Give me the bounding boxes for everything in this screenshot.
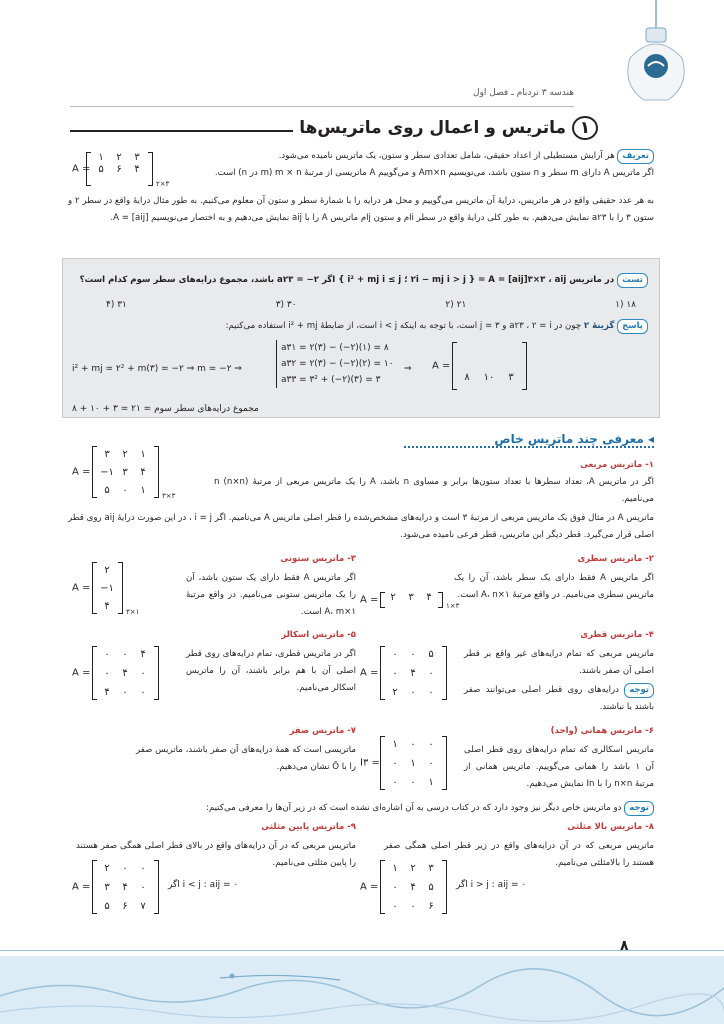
matrix-label: A = xyxy=(360,881,379,893)
matrix-label: A = xyxy=(360,667,379,679)
diagonal-text: ماتریس مربعی که تمام درایه‌های غیر واقع بر قطر اصلی آن صفر باشند. xyxy=(464,649,654,676)
cell: ۳ xyxy=(104,882,110,893)
matrix-label: A = xyxy=(72,667,91,679)
note-tag: توجه xyxy=(624,683,654,698)
identity-matrix xyxy=(360,736,450,790)
upper-heading: ۸- ماتریس بالا مثلثی xyxy=(567,822,654,832)
cell: ۳ xyxy=(104,449,110,460)
option-3[interactable]: ۳۰ (۳ xyxy=(275,300,297,310)
cell: ۴ xyxy=(426,592,432,603)
cell: ۳ xyxy=(428,863,434,874)
matrix-cells xyxy=(98,646,152,702)
section-number: ۱ xyxy=(572,116,598,140)
cell: ۳ xyxy=(408,592,414,603)
matrix-label: A = xyxy=(432,360,451,372)
cell: ۰ xyxy=(140,882,146,893)
matrix-cells xyxy=(386,860,440,916)
cell: ۱ xyxy=(428,777,434,788)
definition-tag: تعریف xyxy=(617,149,654,164)
sketch-footer-decoration xyxy=(0,956,724,1024)
answer-calc xyxy=(276,340,394,388)
bracket-left xyxy=(92,446,97,498)
answer-sum: ۸ + ۱۰ + ۳ = ۲۱ = مجموع درایه‌های سطر سوم xyxy=(72,404,259,414)
note-text: درایه‌های روی قطر اصلی می‌توانند صفر باشند یا نباشند. xyxy=(464,685,654,712)
cell: ۰ xyxy=(392,882,398,893)
cell: −۱ xyxy=(100,467,114,478)
lower-text: ماتریس مربعی که در آن درایه‌های واقع در بالای قطر اصلی همگی صفر هستند را پایین مثلثی می‌نامیم. xyxy=(76,841,356,868)
cell: ۱ xyxy=(140,485,146,496)
calc-line: a۳۱ = ۲(۳) − (−۲)(۱) = ۸ xyxy=(281,343,389,353)
diagonal-matrix xyxy=(360,646,450,700)
cell: ۵ xyxy=(98,164,104,175)
scalar-text: اگر در ماتریس قطری، تمام درایه‌های روی قطر اصلی آن با هم برابر باشند، آن را ماتریس اسکالر می‌نامیم. xyxy=(186,649,356,693)
cell: ۴ xyxy=(410,668,416,679)
bracket-left xyxy=(380,860,385,914)
note2-text: دو ماتریس خاص دیگر نیز وجود دارد که در کتاب درسی به آن اشاره‌ای نشده است که در زیر آن‌ها را معرفی می‌کنیم: xyxy=(206,803,622,813)
cell: ۳ xyxy=(508,372,514,383)
cell: ۲ xyxy=(104,565,110,576)
cell: ۰ xyxy=(122,687,128,698)
definition-paragraph: به هر عدد حقیقی واقع در هر ماتریس، درایهٔ آن ماتریس می‌گوییم و محل هر درایه را با شمارهٔ سطر و ستون آن معلوم می‌کنیم. به طور مثال درایهٔ واقع در سطر ۲ و ستون ۳ را با a۲۳ نمایش می‌دهیم. به طور کلی درایهٔ واقع در سطر iام و ستون jام ماتریس A را با aij نمایش می‌دهیم و به اختصار می‌نویسیم A = [aij]. xyxy=(68,196,654,223)
cell: ۲ xyxy=(410,863,416,874)
square-text2: ماتریس A در مثال فوق یک ماتریس مربعی از مرتبهٔ ۳ است و درایه‌های مشخص‌شده را قطر اصلی ماتریس A می‌نامیم. اگر i = j ، در این صورت درایهٔ aij روی قطر اصلی قرار می‌گیرد. قطر دیگر این ماتریس، قطر فرعی نامیده می‌شود. xyxy=(68,513,654,540)
page-number: ۸ xyxy=(620,938,629,954)
bracket-right xyxy=(438,592,443,608)
bracket-right xyxy=(522,342,527,390)
cell: ۴ xyxy=(104,601,110,612)
cell: ۰ xyxy=(122,649,128,660)
lower-condition: اگر i < j : aij = ۰ xyxy=(168,880,239,890)
cell: ۰ xyxy=(392,668,398,679)
footer-rule xyxy=(0,950,724,951)
definition-line2: اگر ماتریس A دارای m سطر و n ستون باشد، می‌نویسیم Am×n و می‌گوییم A ماتریسی از مرتبهٔ m × n (m در n) است. xyxy=(214,168,654,178)
cell: ۰ xyxy=(104,668,110,679)
cell: ۳ xyxy=(122,467,128,478)
definition-text: هر آرایش مستطیلی از اعداد حقیقی، شامل تعدادی سطر و ستون، یک ماتریس نامیده می‌شود. xyxy=(278,151,615,161)
bracket-left xyxy=(92,860,97,914)
lightbulb-decoration xyxy=(560,0,724,110)
square-matrix xyxy=(72,446,176,500)
running-header: هندسه ۳ نردبام ـ فصل اول xyxy=(473,88,574,98)
cell: ۰ xyxy=(410,687,416,698)
matrix-cells xyxy=(384,592,438,603)
cell: ۰ xyxy=(410,777,416,788)
cell: ۰ xyxy=(140,863,146,874)
matrix-cells xyxy=(98,446,152,499)
cell: ۶ xyxy=(428,901,434,912)
cell: ۰ xyxy=(122,863,128,874)
matrix-order: ۱×۳ xyxy=(446,602,460,610)
row-text: اگر ماتریس A فقط دارای یک سطر باشد، آن را یک ماتریس سطری می‌نامیم. در واقع مرتبهٔ A، n×۱ است. xyxy=(454,573,654,600)
cell: ۲ xyxy=(116,152,122,163)
test-question xyxy=(78,272,648,289)
definition-line1 xyxy=(134,148,654,165)
bracket-right xyxy=(442,646,447,700)
cell: ۷ xyxy=(140,901,146,912)
answer-label: گزینهٔ ۲ xyxy=(583,321,615,331)
section2-bullet-icon: ◂ xyxy=(647,432,654,446)
cell: ۸ xyxy=(464,372,470,383)
matrix-cells xyxy=(386,736,440,792)
cell: ۴ xyxy=(122,882,128,893)
cell: ۰ xyxy=(410,739,416,750)
cell: ۱ xyxy=(392,739,398,750)
diagonal-note xyxy=(464,682,654,716)
bracket-right xyxy=(154,860,159,914)
option-4[interactable]: ۳۱ (۴ xyxy=(106,300,127,310)
cell: ۱ xyxy=(140,449,146,460)
row-matrix xyxy=(360,592,460,610)
bracket-right xyxy=(154,446,159,498)
column-matrix xyxy=(72,562,142,614)
cell: ۴ xyxy=(104,687,110,698)
cell: ۰ xyxy=(428,687,434,698)
option-2[interactable]: ۲۱ (۲ xyxy=(445,300,467,310)
cell: ۵ xyxy=(104,485,110,496)
section-title xyxy=(293,116,604,140)
calc-line: a۳۳ = ۳² + (−۲)(۳) = ۳ xyxy=(281,375,381,385)
cell: ۵ xyxy=(428,649,434,660)
cell: ۱۰ xyxy=(483,372,495,383)
matrix-label: A = xyxy=(72,163,91,175)
diagonal-heading: ۴- ماتریس قطری xyxy=(580,630,654,640)
matrix-label: A = xyxy=(72,582,91,594)
matrix-label: I۳ = xyxy=(360,757,380,769)
cell: ۶ xyxy=(116,164,122,175)
test-question-text: در ماتریس A = [aij]۳×۳ ، aij = { ۲i − mj i > j ؛ i² + mj i ≤ j } اگر a۲۳ = −۲ باشد، مجموع درایه‌های سطر سوم کدام است؟ xyxy=(79,275,615,285)
cell: ۰ xyxy=(392,758,398,769)
bracket-right xyxy=(118,562,123,614)
section-title-text: ماتریس و اعمال روی ماتریس‌ها xyxy=(299,118,567,138)
upper-matrix xyxy=(360,860,450,914)
cell: ۶ xyxy=(122,901,128,912)
cell: ۰ xyxy=(122,485,128,496)
matrix-order: ۳×۱ xyxy=(126,608,140,616)
implies-arrow: ⇒ xyxy=(404,364,412,374)
bracket-left xyxy=(86,152,91,186)
matrix-cells xyxy=(456,372,522,383)
matrix-cells xyxy=(98,562,116,615)
cell: ۰ xyxy=(392,649,398,660)
square-text: اگر در ماتریس A، تعداد سطرها با تعداد ستون‌ها برابر و مساوی n باشد، A را یک ماتریس مربعی از مرتبهٔ n (n×n) می‌نامیم. xyxy=(214,477,654,504)
upper-condition: اگر i > j : aij = ۰ xyxy=(456,880,527,890)
matrix-label: A = xyxy=(360,594,379,606)
upper-text: ماتریس مربعی که در آن درایه‌های واقع در زیر قطر اصلی همگی صفر هستند را بالامثلثی می‌نامیم. xyxy=(384,841,654,868)
cell: ۰ xyxy=(410,901,416,912)
bracket-left xyxy=(380,736,385,790)
cell: ۰ xyxy=(392,777,398,788)
cell: ۴ xyxy=(140,649,146,660)
answer-m-line: i² + mj = ۲² + m(۳) = −۲ ⇒ m = −۲ ⇒ xyxy=(72,364,242,374)
test-answer xyxy=(78,318,648,335)
bracket-right xyxy=(442,860,447,914)
header-rule xyxy=(70,106,574,107)
test-options xyxy=(106,300,636,310)
section2-title xyxy=(404,432,654,448)
identity-heading: ۶- ماتریس همانی (واحد) xyxy=(550,726,654,736)
cell: ۱ xyxy=(98,152,104,163)
cell: ۰ xyxy=(428,739,434,750)
test-tag: تست xyxy=(617,273,648,288)
column-heading: ۳- ماتریس ستونی xyxy=(280,554,356,564)
cell: ۱ xyxy=(410,758,416,769)
zero-heading: ۷- ماتریس صفر xyxy=(289,726,356,736)
cell: ۴ xyxy=(122,668,128,679)
cell: ۵ xyxy=(104,901,110,912)
scalar-heading: ۵- ماتریس اسکالر xyxy=(281,630,356,640)
bracket-left xyxy=(92,646,97,700)
cell: ۲ xyxy=(392,687,398,698)
matrix-order: ۲×۳ xyxy=(156,180,170,188)
zero-text: ماتریسی است که همهٔ درایه‌های آن صفر باشند، ماتریس صفر را با Ō نشان می‌دهیم. xyxy=(136,745,356,772)
section2-title-text: معرفی چند ماتریس خاص xyxy=(494,432,644,446)
matrix-cells xyxy=(386,646,440,702)
lower-matrix xyxy=(72,860,162,914)
bracket-left xyxy=(380,646,385,700)
cell: ۵ xyxy=(428,882,434,893)
cell: ۴ xyxy=(140,467,146,478)
matrix-label: A = xyxy=(72,881,91,893)
matrix-label: A = xyxy=(72,466,91,478)
calc-line: a۳۲ = ۲(۳) − (−۲)(۲) = ۱۰ xyxy=(281,359,394,369)
matrix-cells xyxy=(92,152,146,175)
cell: −۱ xyxy=(100,583,114,594)
cell: ۱ xyxy=(392,863,398,874)
cell: ۰ xyxy=(410,649,416,660)
answer-matrix xyxy=(432,342,532,390)
cell: ۰ xyxy=(104,649,110,660)
cell: ۴ xyxy=(410,882,416,893)
matrix-order: ۳×۳ xyxy=(162,492,176,500)
cell: ۲ xyxy=(104,863,110,874)
option-1[interactable]: ۱۸ (۱ xyxy=(615,300,636,310)
answer-text: چون در a۲۳ ، ۲ = i و ۳ = j است، با توجه به اینکه i < j است، از ضابطهٔ i² + mj استفاده می‌کنیم: xyxy=(225,321,582,331)
cell: ۰ xyxy=(140,687,146,698)
cell: ۰ xyxy=(140,668,146,679)
cell: ۰ xyxy=(428,758,434,769)
bracket-right xyxy=(148,152,153,186)
row-heading: ۲- ماتریس سطری xyxy=(577,554,654,564)
cell: ۰ xyxy=(392,901,398,912)
column-text: اگر ماتریس A فقط دارای یک ستون باشد، آن را یک ماتریس ستونی می‌نامیم. در واقع مرتبهٔ A، m×۱ است. xyxy=(186,573,356,617)
cell: ۲ xyxy=(122,449,128,460)
note2 xyxy=(68,800,654,817)
cell: ۲ xyxy=(390,592,396,603)
matrix-cells xyxy=(98,860,152,916)
answer-tag: پاسخ xyxy=(617,319,648,334)
note2-tag: توجه xyxy=(624,801,654,816)
square-heading: ۱- ماتریس مربعی xyxy=(580,460,654,470)
cell: ۴ xyxy=(134,164,140,175)
bracket-right xyxy=(442,736,447,790)
bracket-right xyxy=(154,646,159,700)
example-matrix-2x3 xyxy=(72,152,172,186)
cell: ۰ xyxy=(428,668,434,679)
bracket-left xyxy=(92,562,97,614)
identity-text: ماتریس اسکالری که تمام درایه‌های روی قطر اصلی آن ۱ باشد را همانی می‌گوییم. ماتریس همانی از مرتبهٔ n×n را با In نمایش می‌دهیم. xyxy=(464,745,655,789)
cell: ۳ xyxy=(134,152,140,163)
lower-heading: ۹- ماتریس پایین مثلثی xyxy=(261,822,356,832)
scalar-matrix xyxy=(72,646,162,700)
